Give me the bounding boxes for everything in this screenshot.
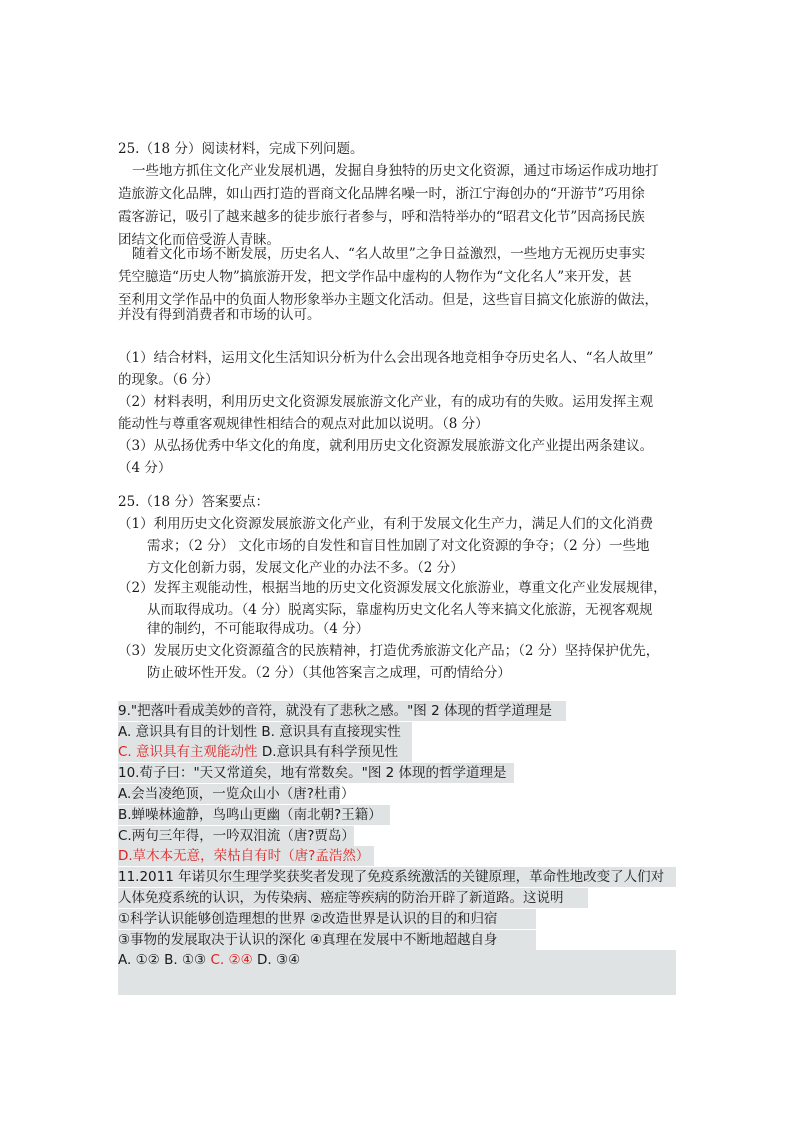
answer25-a2-line2: 从而取得成功。（4 分）脱离实际，靠虚构历史文化名人等来搞文化旅游，无视客观规	[147, 602, 653, 618]
q25-p1-line2: 造旅游文化品牌，如山西打造的晋商文化品牌名噪一时，浙江宁海创办的“开游节”巧用徐	[118, 186, 645, 202]
q10-option-a: A.会当凌绝顶，一览众山小（唐?杜甫）	[118, 786, 355, 802]
answer25-a1-line3: 方文化创新力弱，发展文化产业的办法不多。（2 分）	[147, 560, 464, 576]
answer25-heading: 25.（18 分）答案要点：	[118, 494, 269, 510]
q25-sub2-line2: 能动性与尊重客观规律性相结合的观点对此加以说明。（8 分）	[118, 416, 489, 432]
q11-options	[118, 950, 300, 970]
answer25-a3-line2: 防止破坏性开发。（2 分）（其他答案言之成理，可酌情给分）	[147, 665, 511, 681]
q11-option-a: A. ①②	[118, 952, 160, 968]
answer25-a2-line1: （2）发挥主观能动性，根据当地的历史文化资源发展文化旅游业，尊重文化产业发展规律，	[118, 580, 667, 596]
q10-option-c: C.两句三年得，一吟双泪流（唐?贾岛）	[118, 828, 355, 844]
answer25-a1-line2: 需求；（2 分） 文化市场的自发性和盲目性加剧了对文化资源的争夺；（2 分）一些地	[147, 538, 650, 554]
q25-sub3-line2: （4 分）	[118, 460, 172, 476]
q25-p2-line4: 并没有得到消费者和市场的认可。	[118, 307, 321, 323]
q25-p2-line2: 凭空臆造“历史人物”搞旅游开发，把文学作品中虚构的人物作为“文化名人”来开发，甚	[118, 269, 632, 285]
q9-option-c-answer: C. 意识具有主观能动性	[118, 744, 258, 760]
q25-p2-line3: 至利用文学作品中的负面人物形象举办主题文化活动。但是，这些盲目搞文化旅游的做法，	[118, 292, 658, 308]
q11-option-c-answer: C. ②④	[210, 952, 253, 968]
q9-options-ab	[118, 722, 401, 742]
q25-sub1-line2: 的现象。（6 分）	[118, 372, 219, 388]
q11-statement-2: ②改造世界是认识的目的和归宿	[309, 911, 498, 927]
q25-sub3-line1: （3）从弘扬优秀中华文化的角度，就利用历史文化资源发展旅游文化产业提出两条建议。	[118, 438, 654, 454]
q11-stem-line1: 11.2011 年诺贝尔生理学奖获奖者发现了免疫系统激活的关键原理，革命性地改变了人们对	[118, 869, 665, 885]
q9-option-d: D.意识具有科学预见性	[261, 744, 398, 760]
q10-option-b: B.蝉噪林逾静，鸟鸣山更幽（南北朝?王籍）	[118, 807, 382, 823]
q25-p2-line1: 随着文化市场不断发展，历史名人、“名人故里”之争日益激烈，一些地方无视历史事实	[132, 246, 646, 262]
q11-statement-3: ③事物的发展取决于认识的深化	[118, 932, 306, 948]
q25-p1-line1: 一些地方抓住文化产业发展机遇，发掘自身独特的历史文化资源，通过市场运作成功地打	[132, 163, 659, 179]
q11-statement-4: ④真理在发展中不断地超越自身	[309, 932, 498, 948]
q11-option-b: B. ①③	[164, 952, 207, 968]
highlight-bar	[118, 970, 676, 995]
q9-option-b: B. 意识具有直接现实性	[261, 724, 401, 740]
q9-option-a: A. 意识具有目的计划性	[118, 724, 258, 740]
q25-sub1-line1: （1）结合材料，运用文化生活知识分析为什么会出现各地竞相争夺历史名人、“名人故里”	[118, 350, 654, 366]
answer25-a3-line1: （3）发展历史文化资源蕴含的民族精神，打造优秀旅游文化产品；（2 分）坚持保护优先，	[118, 643, 660, 659]
answer25-a2-line3: 律的制约，不可能取得成功。（4 分）	[147, 621, 370, 637]
q11-statement-1: ①科学认识能够创造理想的世界	[118, 911, 306, 927]
q9-stem: 9."把落叶看成美妙的音符，就没有了悲秋之感。"图 2 体现的哲学道理是	[118, 703, 552, 719]
q11-stem-line2: 人体免疫系统的认识，为传染病、癌症等疾病的防治开辟了新道路。这说明	[118, 890, 564, 906]
q11-statements-34	[118, 930, 498, 950]
answer25-a1-line1: （1）利用历史文化资源发展旅游文化产业，有利于发展文化生产力，满足人们的文化消费	[118, 516, 654, 532]
q25-p1-line3: 霞客游记，吸引了越来越多的徒步旅行者参与，呼和浩特举办的“昭君文化节”因高扬民族	[118, 209, 645, 225]
q10-option-d-answer: D.草木本无意，荣枯自有时（唐?孟浩然）	[118, 848, 370, 864]
q25-heading: 25.（18 分）阅读材料，完成下列问题。	[118, 141, 364, 157]
q11-option-d: D. ③④	[256, 952, 301, 968]
q25-p1-line4: 团结文化而倍受游人青睐。	[118, 232, 280, 248]
q9-options-cd	[118, 742, 398, 762]
q11-statements-12	[118, 909, 498, 929]
q10-stem: 10.荀子曰："天又常道矣，地有常数矣。"图 2 体现的哲学道理是	[118, 765, 507, 781]
q25-sub2-line1: （2）材料表明，利用历史文化资源发展旅游文化产业，有的成功有的失败。运用发挥主观	[118, 394, 654, 410]
